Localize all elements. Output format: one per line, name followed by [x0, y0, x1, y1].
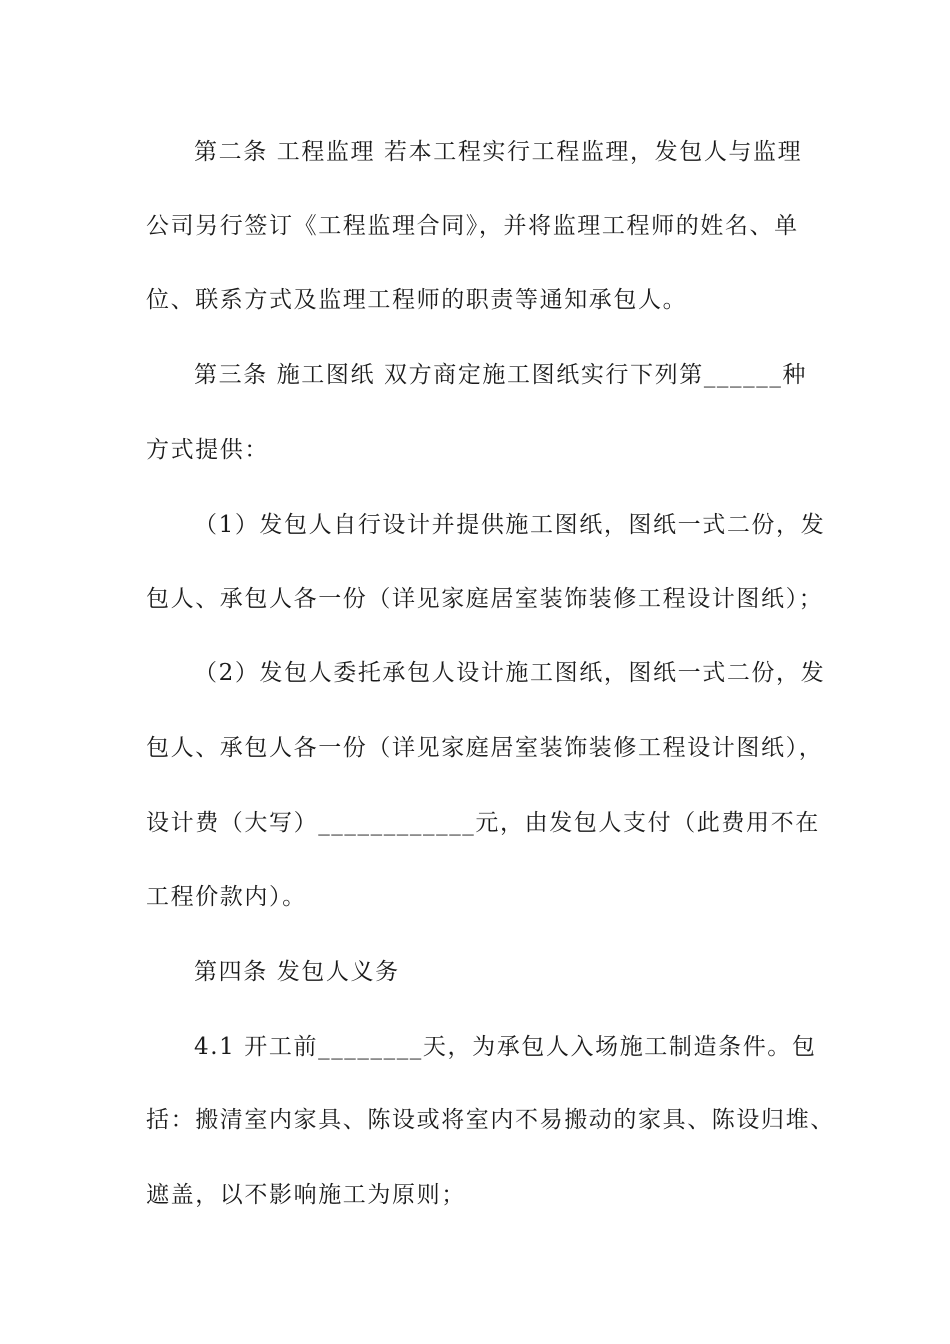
text-line: 位、联系方式及监理工程师的职责等通知承包人。: [146, 287, 688, 313]
text-line-article-2: 第二条 工程监理 若本工程实行工程监理，发包人与监理: [194, 139, 803, 165]
text-line: 工程价款内）。: [146, 884, 307, 910]
text-line-article-3: 第三条 施工图纸 双方商定施工图纸实行下列第______种: [194, 362, 808, 388]
text-line: 包人、承包人各一份（详见家庭居室装饰装修工程设计图纸）；: [146, 586, 824, 612]
text-line-option-1: （1）发包人自行设计并提供施工图纸，图纸一式二份，发: [194, 512, 826, 538]
text-line-article-4: 第四条 发包人义务: [194, 959, 400, 985]
text-line: 方式提供：: [146, 437, 269, 463]
text-line: 设计费（大写）____________元，由发包人支付（此费用不在: [146, 810, 820, 836]
text-line: 包人、承包人各一份（详见家庭居室装饰装修工程设计图纸），: [146, 735, 824, 761]
text-line-option-2: （2）发包人委托承包人设计施工图纸，图纸一式二份，发: [194, 660, 826, 686]
text-line: 公司另行签订《工程监理合同》，并将监理工程师的姓名、单: [146, 213, 799, 239]
text-line: 遮盖，以不影响施工为原则；: [146, 1182, 466, 1208]
text-line: 括：搬清室内家具、陈设或将室内不易搬动的家具、陈设归堆、: [146, 1107, 835, 1133]
text-line-clause-4-1: 4.1 开工前________天，为承包人入场施工制造条件。包: [194, 1034, 817, 1060]
